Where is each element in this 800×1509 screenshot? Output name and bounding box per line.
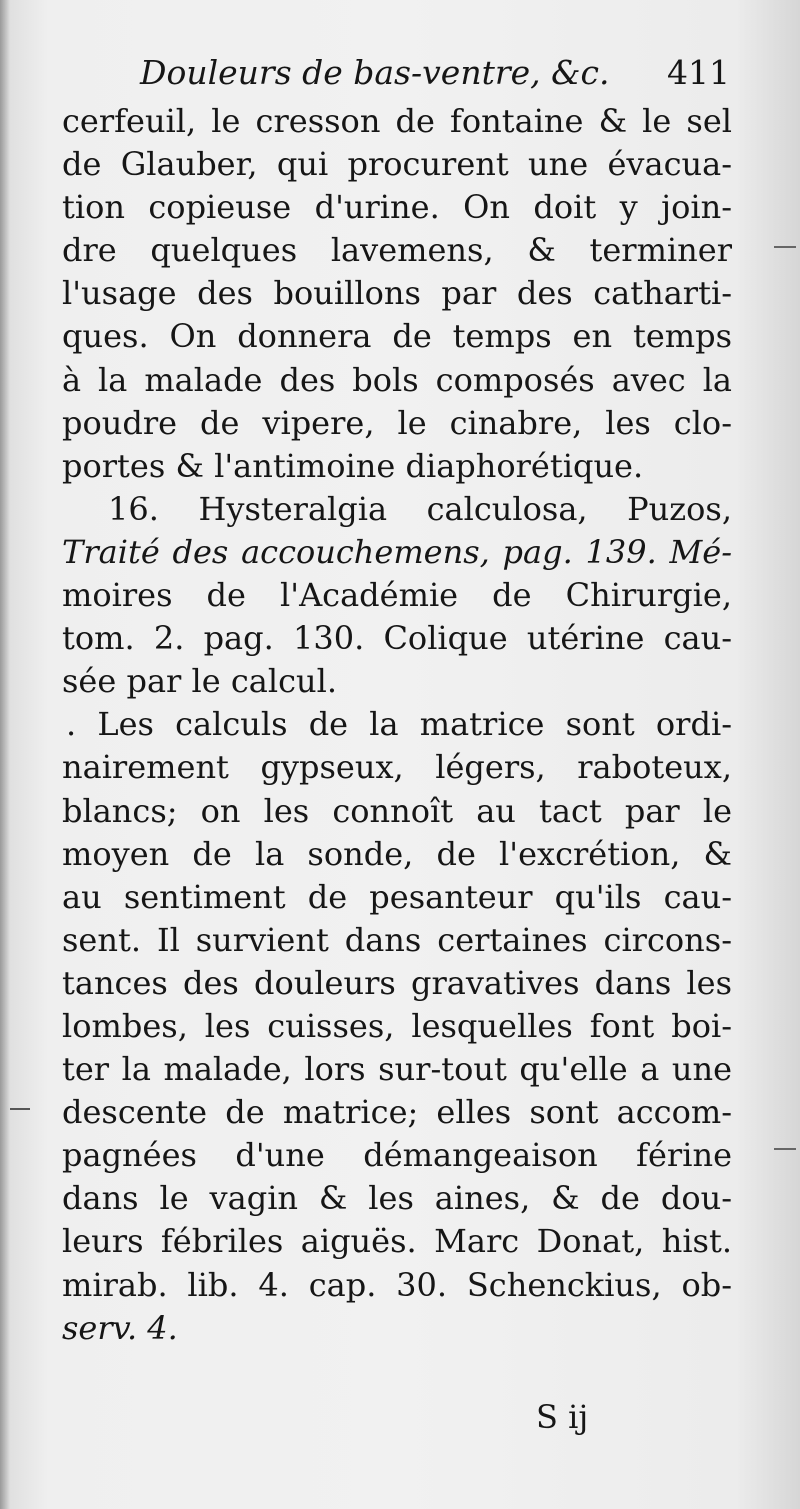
text-line: pagnées d'une démangeaison férine xyxy=(62,1136,732,1175)
text-line: poudre de vipere, le cinabre, les clo- xyxy=(62,403,732,442)
running-title: Douleurs de bas-ventre, &c. xyxy=(140,53,610,92)
text-line: ter la malade, lors sur-tout qu'elle a une xyxy=(62,1050,732,1089)
body-text xyxy=(62,100,732,1350)
margin-tick xyxy=(774,246,796,248)
text-line: cerfeuil, le cresson de fontaine & le sel xyxy=(62,102,732,140)
text-line: de Glauber, qui procurent une évacua- xyxy=(62,145,732,184)
text-line: tom. 2. pag. 130. Colique utérine cau- xyxy=(62,619,732,658)
text-line: moires de l'Académie de Chirurgie, xyxy=(62,576,732,615)
signature-mark: S ij xyxy=(536,1398,589,1436)
text-line: tances des douleurs gravatives dans les xyxy=(62,963,732,1002)
text-line: mirab. lib. 4. cap. 30. Schenckius, ob- xyxy=(62,1265,732,1304)
margin-tick xyxy=(774,1148,796,1150)
margin-mark xyxy=(10,1108,30,1110)
text-line: ques. On donnera de temps en temps xyxy=(62,317,732,356)
text-line: sée par le calcul. xyxy=(62,662,338,701)
text-line: portes & l'antimoine diaphorétique. xyxy=(62,446,644,485)
text-line: lombes, les cuisses, lesquelles font boi- xyxy=(62,1006,732,1045)
text-line: serv. 4. xyxy=(62,1308,178,1347)
text-line: descente de matrice; elles sont accom- xyxy=(62,1093,732,1132)
text-line: à la malade des bols composés avec la xyxy=(62,360,732,399)
page-header xyxy=(140,48,730,98)
text-line: blancs; on les connoît au tact par le xyxy=(62,791,732,830)
text-line: dans le vagin & les aines, & de dou- xyxy=(62,1179,732,1218)
text-line: l'usage des bouillons par des catharti- xyxy=(62,274,732,313)
text-line: dre quelques lavemens, & terminer xyxy=(62,231,732,270)
text-line: . Les calculs de la matrice sont ordi- xyxy=(66,705,732,744)
text-line: moyen de la sonde, de l'excrétion, & xyxy=(62,834,732,873)
text-line: sent. Il survient dans certaines circons- xyxy=(62,920,732,959)
text-line: au sentiment de pesanteur qu'ils cau- xyxy=(62,877,732,916)
text-line: nairement gypseux, légers, raboteux, xyxy=(62,748,732,787)
page-number: 411 xyxy=(667,53,730,92)
text-line: leurs fébriles aiguës. Marc Donat, hist. xyxy=(62,1222,732,1261)
section-heading-line: 16. Hysteralgia calculosa, Puzos, xyxy=(108,489,732,528)
text-line: Traité des accouchemens, pag. 139. Mé- xyxy=(62,532,732,571)
text-line: tion copieuse d'urine. On doit y join- xyxy=(62,188,732,227)
